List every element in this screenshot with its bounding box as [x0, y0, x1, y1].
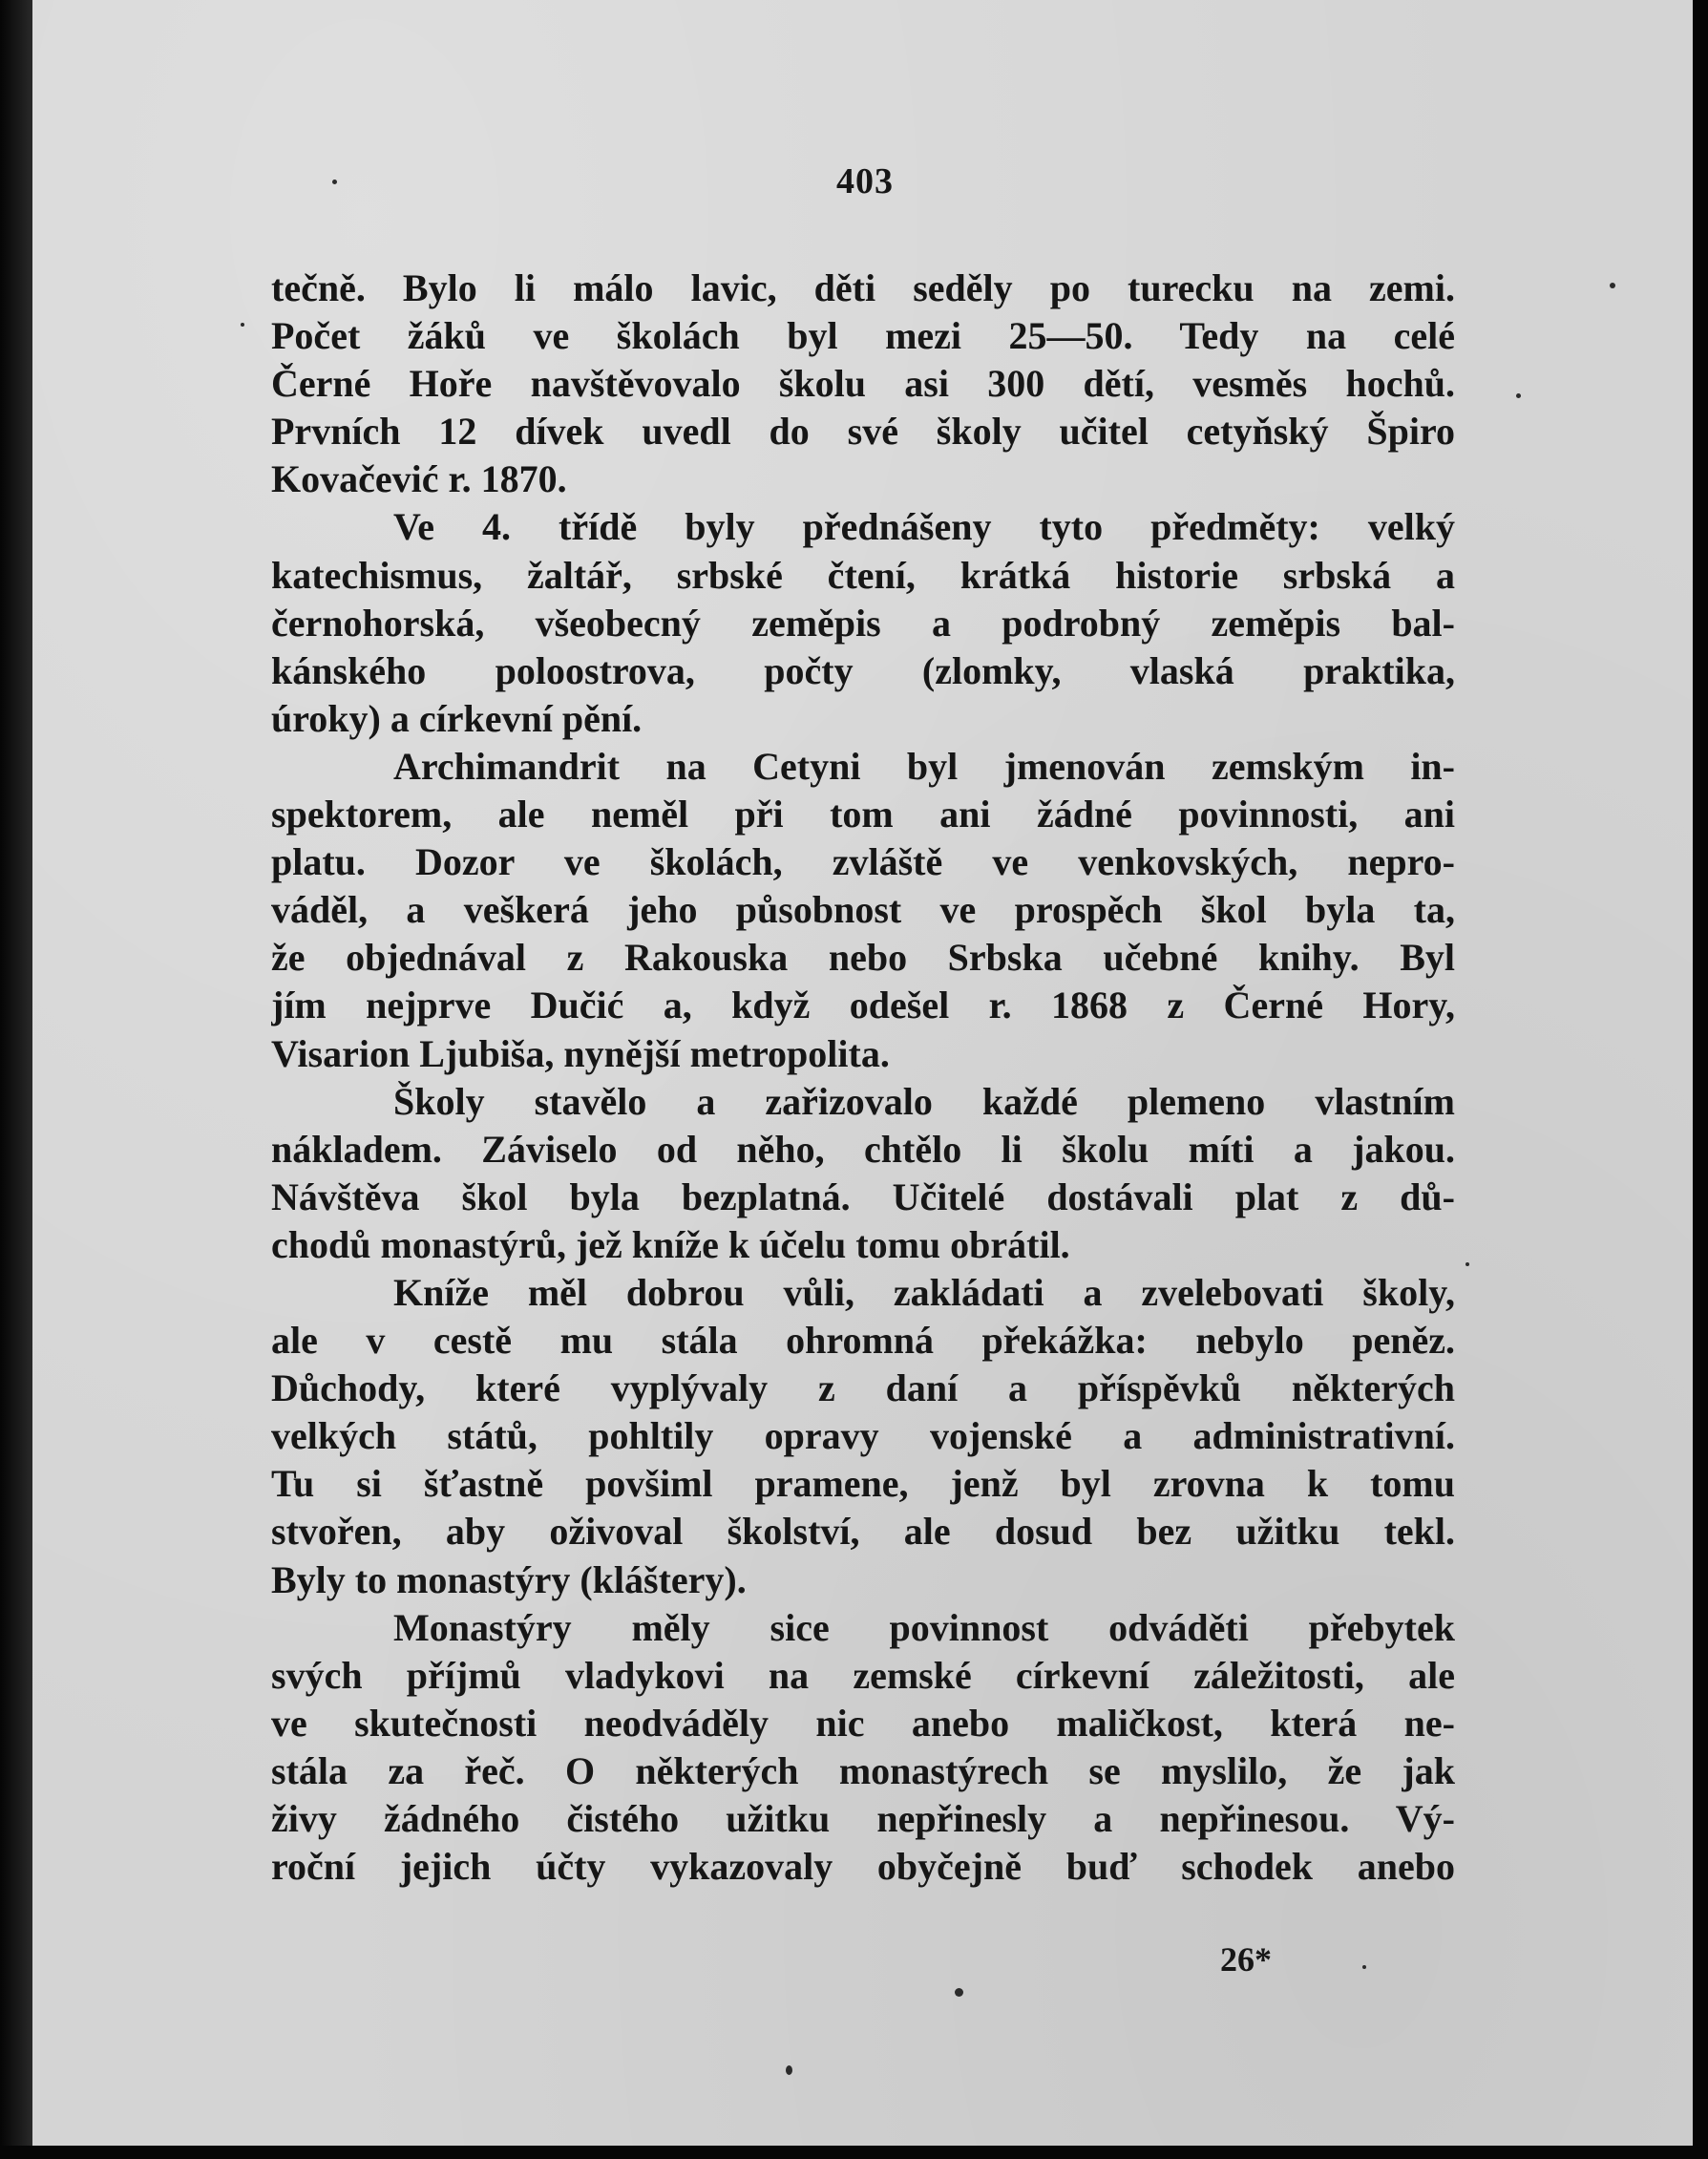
- dust-speck: [955, 1988, 963, 1997]
- text-line: černohorská, všeobecný zeměpis a podrobný zeměpis bal-: [271, 601, 1455, 645]
- text-line: Tu si šťastně povšiml pramene, jenž byl zrovna k tomu: [271, 1462, 1455, 1506]
- dust-speck: [1516, 393, 1521, 398]
- text-line: Archimandrit na Cetyni byl jmenován zemským in-: [393, 744, 1455, 788]
- text-line: Ve 4. třídě byly přednášeny tyto předměty: velký: [393, 505, 1455, 549]
- text-line: kánského poloostrova, počty (zlomky, vlaská praktika,: [271, 648, 1455, 692]
- text-line: spektorem, ale neměl při tom ani žádné povinnosti, ani: [271, 793, 1455, 836]
- dust-speck: [332, 180, 337, 184]
- text-line: Monastýry měly sice povinnost odváděti přebytek: [393, 1605, 1455, 1649]
- text-line: ale v cestě mu stála ohromná překážka: nebylo peněz.: [271, 1319, 1455, 1363]
- text-line: roční jejich účty vykazovaly obyčejně buď schodek anebo: [271, 1845, 1455, 1889]
- bottom-scan-edge: [0, 2146, 1708, 2159]
- text-line: stála za řeč. O některých monastýrech se myslilo, že jak: [271, 1748, 1455, 1792]
- text-line: jím nejprve Dučić a, když odešel r. 1868 z Černé Hory,: [271, 984, 1455, 1027]
- text-line: svých příjmů vladykovi na zemské církevní záležitosti, ale: [271, 1653, 1455, 1697]
- right-scan-edge: [1693, 0, 1708, 2159]
- page-number: 403: [836, 161, 894, 201]
- text-line: Byly to monastýry (kláštery).: [271, 1557, 747, 1601]
- body-text: [271, 265, 1455, 1891]
- text-line: Návštěva škol byla bezplatná. Učitelé dostávali plat z dů-: [271, 1175, 1455, 1218]
- text-line: katechismus, žaltář, srbské čtení, krátká historie srbská a: [271, 553, 1455, 597]
- text-line: chodů monastýrů, jež kníže k účelu tomu obrátil.: [271, 1222, 1070, 1266]
- text-line: velkých států, pohltily opravy vojenské a administrativní.: [271, 1414, 1455, 1458]
- text-line: Prvních 12 dívek uvedl do své školy učitel cetyňský Špiro: [271, 410, 1455, 454]
- text-line: Kovačević r. 1870.: [271, 457, 567, 501]
- text-line: Kníže měl dobrou vůli, zakládati a zvelebovati školy,: [393, 1270, 1455, 1314]
- text-line: Důchody, které vyplývaly z daní a příspěvků některých: [271, 1366, 1455, 1410]
- text-line: Černé Hoře navštěvovalo školu asi 300 dětí, vesměs hochů.: [271, 362, 1455, 406]
- dust-speck: [241, 323, 244, 327]
- binding-shadow: [0, 0, 32, 2159]
- signature-mark: 26*: [1220, 1940, 1272, 1979]
- text-line: stvořen, aby oživoval školství, ale dosud bez užitku tekl.: [271, 1510, 1455, 1554]
- text-line: Visarion Ljubiša, nynější metropolita.: [271, 1031, 890, 1075]
- text-line: váděl, a veškerá jeho působnost ve prospěch škol byla ta,: [271, 888, 1455, 932]
- dust-speck: [1466, 1262, 1469, 1266]
- text-line: nákladem. Záviselo od něho, chtělo li školu míti a jakou.: [271, 1127, 1455, 1171]
- text-line: živy žádného čistého užitku nepřinesly a nepřinesou. Vý-: [271, 1797, 1455, 1840]
- text-line: platu. Dozor ve školách, zvláště ve venkovských, nepro-: [271, 840, 1455, 884]
- text-line: úroky) a církevní pění.: [271, 696, 643, 740]
- dust-speck: [1610, 283, 1615, 288]
- dust-speck: [1362, 1965, 1366, 1969]
- text-line: že objednával z Rakouska nebo Srbska učebné knihy. Byl: [271, 936, 1455, 980]
- text-line: Počet žáků ve školách byl mezi 25—50. Tedy na celé: [271, 314, 1455, 358]
- text-line: tečně. Bylo li málo lavic, děti seděly po turecku na zemi.: [271, 266, 1455, 309]
- text-line: Školy stavělo a zařizovalo každé plemeno vlastním: [393, 1079, 1455, 1123]
- dust-speck: [786, 2065, 792, 2075]
- text-line: ve skutečnosti neodváděly nic anebo maličkost, která ne-: [271, 1701, 1455, 1745]
